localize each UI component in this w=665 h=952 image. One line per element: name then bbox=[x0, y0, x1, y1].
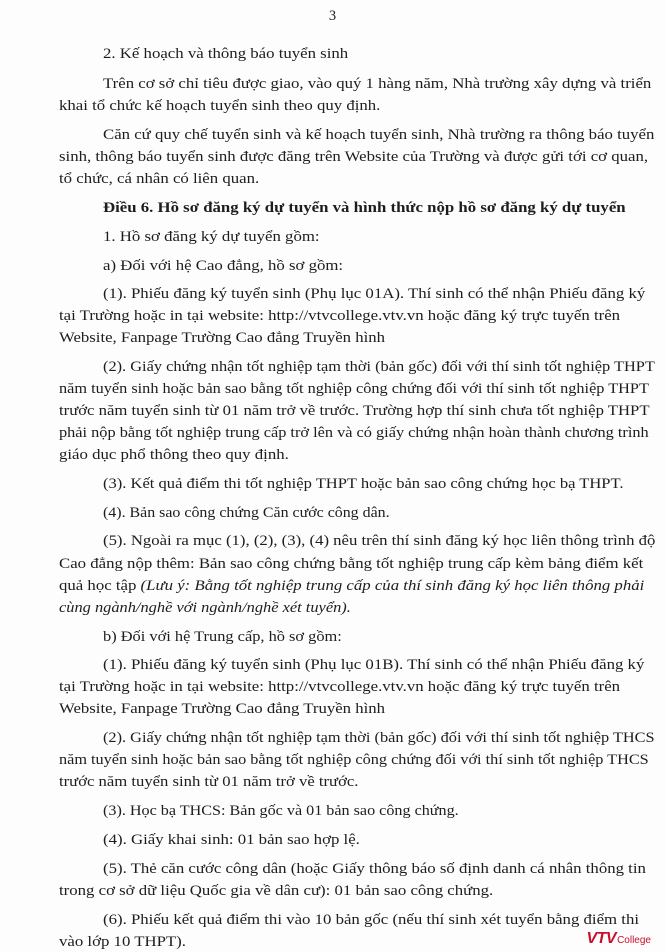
text-line: 2. Kế hoạch và thông báo tuyển sinh bbox=[103, 46, 349, 62]
page-number: 3 bbox=[328, 8, 337, 24]
text-line: 1. Hồ sơ đăng ký dự tuyển gồm: bbox=[103, 229, 320, 245]
text-line: (2). Giấy chứng nhận tốt nghiệp tạm thời (bản gốc) đối với thí sinh tốt nghiệp THCS bbox=[103, 730, 655, 746]
text-line: (2). Giấy chứng nhận tốt nghiệp tạm thời (bản gốc) đối với thí sinh tốt nghiệp THPT bbox=[103, 359, 655, 375]
text-line: b) Đối với hệ Trung cấp, hồ sơ gồm: bbox=[103, 629, 342, 645]
text-line: Cao đẳng nộp thêm: Bản sao công chứng bằng tốt nghiệp trung cấp kèm bảng điểm kết bbox=[59, 556, 644, 572]
text-line bbox=[59, 577, 644, 595]
text-line: năm tuyển sinh hoặc bản sao bằng tốt nghiệp công chứng đối với thí sinh tốt nghiệp THPT bbox=[59, 381, 649, 397]
text-line: khai tổ chức kế hoạch tuyển sinh theo quy định. bbox=[59, 98, 381, 114]
text-line: Website, Fanpage Trường Cao đẳng Truyền hình bbox=[59, 330, 386, 346]
text-line: sinh, thông báo tuyển sinh được đăng trên Website của Trường và được gửi tới cơ quan, bbox=[59, 149, 649, 165]
logo-main-text: VTV bbox=[586, 930, 617, 947]
italic-note: (Lưu ý: Bằng tốt nghiệp trung cấp của thí sinh đăng ký học liên thông phải bbox=[140, 578, 645, 594]
text-line: Điều 6. Hồ sơ đăng ký dự tuyển và hình thức nộp hồ sơ đăng ký dự tuyển bbox=[103, 200, 626, 216]
text-line: giáo dục phổ thông theo quy định. bbox=[59, 447, 289, 463]
text-line: tại Trường hoặc in tại website: http://vtvcollege.vtv.vn hoặc đăng ký trực tuyến trên bbox=[59, 308, 621, 324]
text-line: năm tuyển sinh hoặc bản sao bằng tốt nghiệp công chứng đối với thí sinh tốt nghiệp THCS bbox=[59, 752, 649, 768]
logo-sub-text: College bbox=[617, 935, 651, 946]
text-line: trước năm tuyển sinh từ 01 năm trở về trước. Trường hợp thí sinh chưa tốt nghiệp THPT bbox=[59, 403, 650, 419]
text-line: (1). Phiếu đăng ký tuyển sinh (Phụ lục 01A). Thí sinh có thể nhận Phiếu đăng ký bbox=[103, 286, 646, 302]
text-line: (4). Bản sao công chứng Căn cước công dân. bbox=[103, 505, 390, 521]
text-line: phải nộp bằng tốt nghiệp trung cấp trở lên và có giấy chứng nhận hoàn thành chương trình bbox=[59, 425, 649, 441]
text-line: (5). Thẻ căn cước công dân (hoặc Giấy thông báo số định danh cá nhân thông tin bbox=[103, 861, 646, 877]
text-line: tại Trường hoặc in tại website: http://vtvcollege.vtv.vn hoặc đăng ký trực tuyến trên bbox=[59, 679, 621, 695]
text-line: Căn cứ quy chế tuyển sinh và kế hoạch tuyển sinh, Nhà trường ra thông báo tuyển bbox=[103, 127, 655, 143]
text-segment: quả học tập bbox=[59, 578, 141, 594]
text-line: cùng ngành/nghề với ngành/nghề xét tuyển). bbox=[59, 600, 351, 616]
text-line: trước năm tuyển sinh từ 01 năm trở về trước. bbox=[59, 774, 359, 790]
text-line: (1). Phiếu đăng ký tuyển sinh (Phụ lục 01B). Thí sinh có thể nhận Phiếu đăng ký bbox=[103, 657, 645, 673]
text-line: Website, Fanpage Trường Cao đẳng Truyền hình bbox=[59, 701, 386, 717]
text-line: (3). Kết quả điểm thi tốt nghiệp THPT hoặc bản sao công chứng học bạ THPT. bbox=[103, 476, 624, 492]
text-line: trong cơ sở dữ liệu Quốc gia về dân cư): 01 bản sao công chứng. bbox=[59, 883, 494, 899]
text-line: (3). Học bạ THCS: Bản gốc và 01 bản sao công chứng. bbox=[103, 803, 459, 819]
text-line: (6). Phiếu kết quả điểm thi vào 10 bản gốc (nếu thí sinh xét tuyển bằng điểm thi bbox=[103, 912, 640, 928]
text-line: Trên cơ sở chỉ tiêu được giao, vào quý 1 hàng năm, Nhà trường xây dựng và triển bbox=[103, 76, 652, 92]
text-line: vào lớp 10 THPT). bbox=[59, 934, 186, 950]
text-line: a) Đối với hệ Cao đẳng, hồ sơ gồm: bbox=[103, 258, 344, 274]
text-line: (4). Giấy khai sinh: 01 bản sao hợp lệ. bbox=[103, 832, 360, 848]
vtv-college-logo bbox=[586, 928, 651, 948]
text-line: tổ chức, cá nhân có liên quan. bbox=[59, 171, 260, 187]
text-line: (5). Ngoài ra mục (1), (2), (3), (4) nêu trên thí sinh đăng ký học liên thông trình độ bbox=[103, 533, 656, 549]
